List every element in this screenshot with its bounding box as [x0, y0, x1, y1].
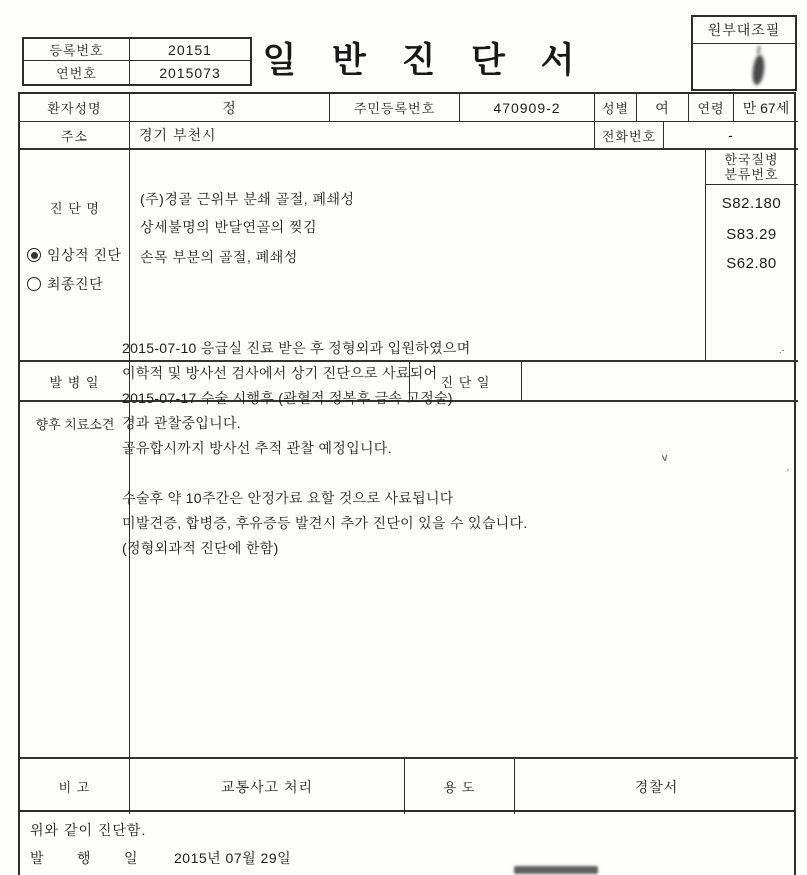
- radio-final-diagnosis[interactable]: [27, 274, 103, 294]
- record-verification-label: 원부대조필: [693, 17, 795, 44]
- treatment-label-column: [20, 402, 130, 759]
- record-verification-stamp-box: [691, 15, 797, 91]
- resident-id-label: 주민등록번호: [330, 94, 460, 122]
- disease-code-3: S62.80: [726, 255, 777, 272]
- treatment-line: 이학적 및 방사선 검사에서 상기 진단으로 사료되어: [122, 365, 438, 381]
- purpose-value: 경찰서: [634, 778, 679, 795]
- patient-name-value: 정: [130, 94, 330, 122]
- issue-date-char1: 발: [30, 850, 45, 866]
- disease-code-header-line2: 분류번호: [724, 167, 779, 182]
- signature-stamp-mark: [751, 54, 766, 85]
- radio-clinical-diagnosis-icon: [27, 248, 41, 262]
- remarks-value: 교통사고 처리: [130, 759, 405, 814]
- footer-right-border: [794, 812, 796, 875]
- disease-code-header: [705, 150, 798, 185]
- issue-date-value: 2015년 07월 29일: [174, 850, 292, 866]
- radio-clinical-diagnosis[interactable]: [27, 245, 122, 265]
- treatment-line: [122, 461, 682, 486]
- diagnosis-item-2: 상세불명의 반달연골의 찢김: [140, 219, 318, 235]
- diagnosis-item-3: 손목 부분의 골절, 폐쇄성: [140, 249, 298, 265]
- issue-date-line: [30, 848, 291, 868]
- scan-artifact-dot: .-: [779, 345, 785, 355]
- disease-code-1: S82.180: [721, 195, 782, 212]
- disease-code-2: S83.29: [726, 226, 777, 243]
- closing-statement: 위와 같이 진단함.: [30, 822, 147, 838]
- remarks-label: 비 고: [20, 759, 130, 814]
- serial-number-value: 2015073: [159, 64, 221, 81]
- serial-number-row: [24, 61, 250, 84]
- age-label: 연령: [689, 94, 734, 122]
- treatment-line: 골유합시까지 방사선 추적 관찰 예정입니다.: [122, 440, 392, 456]
- registration-number-value: 20151: [168, 41, 212, 58]
- disease-code-header-line1: 한국질병: [724, 152, 779, 167]
- gender-label: 성별: [595, 94, 637, 122]
- age-value: 만 67세: [734, 94, 798, 122]
- treatment-line: 경과 관찰중입니다.: [122, 415, 241, 431]
- radio-clinical-diagnosis-label: 임상적 진단: [47, 247, 122, 263]
- phone-value: -: [664, 122, 798, 150]
- treatment-line: 미발견증, 합병증, 후유증등 발견시 추가 진단이 있을 수 있습니다.: [122, 515, 528, 531]
- purpose-label: 용 도: [405, 759, 515, 814]
- footer-left-border: [18, 812, 20, 875]
- registration-number-label: 등록번호: [24, 39, 130, 60]
- treatment-line: (정형외과적 진단에 한함): [122, 540, 279, 556]
- treatment-line: 2015-07-10 응급실 진료 받은 후 정형외과 입원하였으며: [122, 340, 471, 356]
- registration-table: [22, 37, 252, 86]
- treatment-line: 2015-07-17 수술 시행후 (관혈적 정복후 금속 고정술): [122, 390, 453, 406]
- scan-artifact-tick: ,: [784, 463, 794, 474]
- resident-id-value: 470909-2: [460, 94, 595, 122]
- scan-artifact-mark: v: [661, 451, 669, 465]
- registration-number-row: [24, 39, 250, 61]
- onset-date-label: 발 병 일: [20, 362, 130, 402]
- serial-number-label: 연번호: [24, 61, 130, 84]
- phone-label: 전화번호: [595, 122, 664, 150]
- radio-final-diagnosis-label: 최종진단: [47, 276, 104, 292]
- treatment-opinion-text: [122, 336, 682, 561]
- treatment-opinion-label: 향후 치료소견: [35, 416, 115, 432]
- address-label: 주소: [20, 122, 130, 150]
- patient-name-label: 환자성명: [20, 94, 130, 122]
- treatment-line: 수술후 약 10주간은 안정가료 요할 것으로 사료됩니다: [122, 490, 454, 506]
- scan-artifact-smudge: [514, 866, 598, 874]
- radio-final-diagnosis-icon: [27, 277, 41, 291]
- address-value: 경기 부천시: [130, 122, 595, 150]
- diagnosis-label: 진 단 명: [50, 200, 100, 216]
- gender-value: 여: [637, 94, 689, 122]
- issue-date-char3: 일: [124, 850, 139, 866]
- diagnosis-date-label: 진 단 일: [410, 362, 522, 402]
- diagnosis-item-1: (주)경골 근위부 분쇄 골절, 폐쇄성: [140, 191, 355, 207]
- diagnosis-section: [20, 150, 798, 362]
- issue-date-char2: 행: [77, 850, 92, 866]
- document-title: 일 반 진 단 서: [262, 41, 588, 80]
